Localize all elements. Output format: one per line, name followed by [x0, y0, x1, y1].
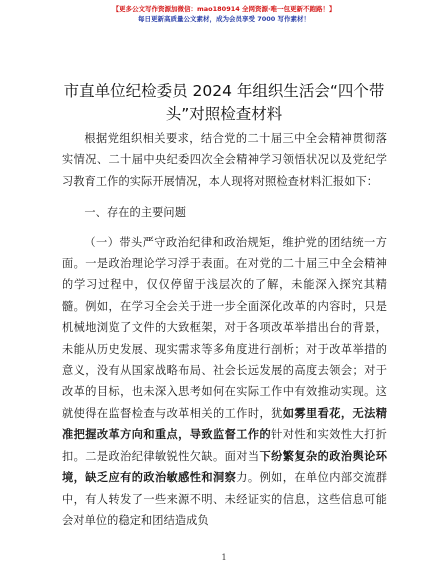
paragraph-1-bold: 如雾里看花，无法精准把握改革方向和重点，导致监督工作的: [62, 406, 388, 442]
document-title: 市直单位纪检委员 2024 年组织生活会“四个带头”对照检查材料: [63, 82, 385, 123]
paragraph-1-tail: 针对性和实效性大打折扣。二是政治纪律敏锐性欠缺。面对当: [62, 428, 387, 463]
paragraph-1-bold-2: 下纷繁复杂的政治舆论环境，缺乏应有的政治敏感性和洞察: [62, 449, 387, 485]
intro-paragraph: [62, 128, 387, 192]
promo-line-2: 每日更新高质量公文素材，成为会员享受 7000 写作素材！: [137, 15, 311, 23]
promo-line-1: 【更多公文写作资源加微信：mao180914 全网资源·唯一包更新不跑路！】: [112, 5, 336, 13]
paragraph-1-end: 力。例如，在单位内部交流群中，有人转发了一些来源不明、未经证实的信息，这些信息可能会对单位的稳定和团结造成负: [62, 471, 387, 527]
document-body: [62, 128, 387, 531]
paragraph-1-text: （一）带头严守政治纪律和政治规矩，维护党的团结统一方面。一是政治理论学习浮于表面。在对党的二十届三中全会精神的学习过程中，仅仅停留于浅层次的了解，未能深入探究其精髓。例如，在学习全会关于进一步全面深化改革的内容时，只是机械地浏览了文件的大致框架，对于各项改革举措出台的背景，未能从历史发展、现实需求等多角度进行剖析；对于改革举措的意义，没有从国家战略布局、社会长远发展的高度去领会；对于改革的目标，也未深入思考如何在实际工作中有效推动实现。这就使得在监督检查与改革相关的工作时，犹: [62, 235, 387, 420]
section-heading-1: 一、存在的主要问题: [84, 206, 186, 220]
page-number: 1: [221, 553, 227, 562]
intro-text: 根据党组织相关要求，结合党的二十届三中全会精神贯彻落实情况、二十届中央纪委四次全会精神学习领悟状况以及党纪学习教育工作的实际开展情况，本人现将对照检查材料汇报如下：: [62, 132, 387, 188]
paragraph-1: [62, 232, 387, 532]
promo-banner: [0, 4, 448, 24]
